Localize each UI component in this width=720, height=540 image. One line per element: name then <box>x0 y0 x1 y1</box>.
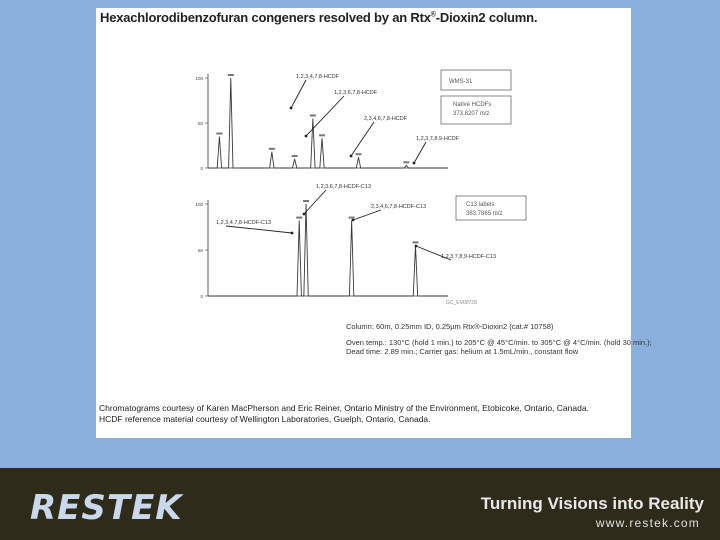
peak-label: 2,3,4,6,7,8-HCDF <box>364 116 408 122</box>
y-tick-label: 100 <box>195 202 203 207</box>
legend-box <box>441 96 511 124</box>
peak-arrow <box>351 122 374 156</box>
peak-label: 1,2,3,6,7,8-HCDF <box>334 90 378 96</box>
peak-arrow-head <box>352 219 355 222</box>
website-url: www.restek.com <box>595 516 700 530</box>
peak-apex-marker <box>292 155 298 157</box>
legend-text: Native HCDFs <box>453 102 492 108</box>
chromatogram-trace <box>208 204 448 296</box>
peak-arrow-head <box>413 162 416 165</box>
credits <box>99 403 589 425</box>
dead-time-info: Dead time: 2.89 min.; Carrier gas: helium at 1.5mL/min., constant flow <box>346 347 579 356</box>
peak-arrow <box>416 246 451 260</box>
column-info: Column: 60m, 0.25mm ID, 0.25µm Rtx®-Dioxin2 (cat.# 10758) <box>346 322 554 331</box>
slide-title: Hexachlorodibenzofuran congeners resolved by an Rtx®-Dioxin2 column. <box>100 10 538 25</box>
footer-band <box>0 468 720 540</box>
y-tick-label: 50 <box>197 248 203 253</box>
slide-panel <box>96 8 652 438</box>
legend-text: C13 labels <box>466 202 495 208</box>
y-tick-label: 0 <box>200 294 203 299</box>
figure-code: GC_EV00728 <box>446 300 477 306</box>
peak-arrow <box>291 80 306 108</box>
peak-label: 1,2,3,6,7,8-HCDF-C13 <box>316 184 372 190</box>
peak-arrow-head <box>303 213 306 216</box>
peak-apex-marker <box>412 241 418 243</box>
oven-temp-info: Oven temp.: 130°C (hold 1 min.) to 205°C @ 45°C/min. to 305°C @ 4°C/min. (hold 30 min.); <box>346 337 652 347</box>
legend-text: 373.8207 m/z <box>453 111 490 117</box>
peak-label: 1,2,3,4,7,8-HCDF-C13 <box>216 220 272 226</box>
peak-arrow-head <box>415 245 418 248</box>
peak-apex-marker <box>303 200 309 202</box>
method-conditions <box>346 322 652 357</box>
restek-logo: RESTEK <box>30 488 183 528</box>
y-tick-label: 0 <box>200 166 203 171</box>
peak-apex-marker <box>228 74 234 76</box>
peak-arrow <box>414 142 426 163</box>
credit-line-2: HCDF reference material courtesy of Wellington Laboratories, Guelph, Ontario, Canada. <box>99 414 431 424</box>
y-tick-label: 50 <box>197 121 203 126</box>
peak-apex-marker <box>349 217 355 219</box>
legend-text: WMS-31 <box>449 79 473 85</box>
peak-apex-marker <box>310 115 316 117</box>
peak-apex-marker <box>319 134 325 136</box>
peak-apex-marker <box>403 161 409 163</box>
credit-line-1: Chromatograms courtesy of Karen MacPherson and Eric Reiner, Ontario Ministry of the Environment, Etobicoke, Ontario, Canada. <box>99 403 589 413</box>
peak-arrow-head <box>350 155 353 158</box>
tagline: Turning Visions into Reality <box>480 494 704 513</box>
peak-apex-marker <box>216 133 222 135</box>
peak-arrow-head <box>290 107 293 110</box>
chromatogram-figure <box>96 8 631 318</box>
peak-arrow-head <box>291 232 294 235</box>
peak-apex-marker <box>269 148 275 150</box>
peak-arrow <box>353 210 381 220</box>
peak-arrow-head <box>305 135 308 138</box>
peak-apex-marker <box>296 217 302 219</box>
peak-label: 1,2,3,4,7,8-HCDF <box>296 74 340 80</box>
peak-apex-marker <box>355 153 361 155</box>
chromatogram-trace <box>208 78 448 168</box>
legend-text: 383.7865 m/z <box>466 211 503 217</box>
peak-label: 1,2,3,7,8,9-HCDF-C13 <box>441 254 497 260</box>
peak-arrow <box>226 226 292 233</box>
y-tick-label: 100 <box>195 76 203 81</box>
peak-label: 1,2,3,7,8,9-HCDF <box>416 136 460 142</box>
peak-label: 2,3,4,6,7,8-HCDF-C13 <box>371 204 427 210</box>
